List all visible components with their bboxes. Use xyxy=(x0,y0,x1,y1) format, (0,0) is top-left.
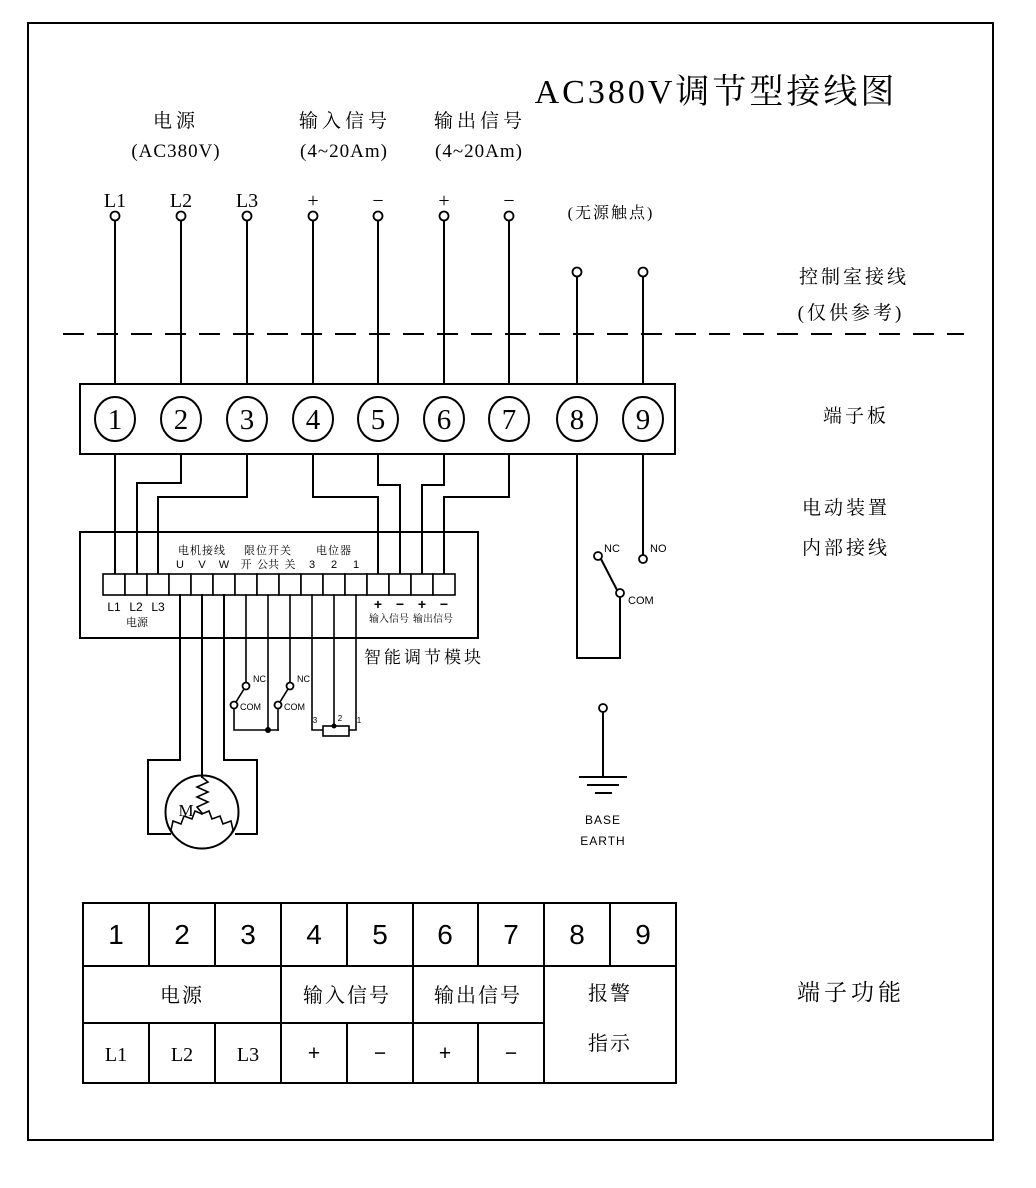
nc-label: NC xyxy=(253,674,266,684)
module-pin: 公共 xyxy=(257,559,279,571)
pot-pin-label: 1 xyxy=(356,716,362,725)
terminal-number: 8 xyxy=(569,404,585,436)
table-number: 1 xyxy=(108,919,124,950)
terminal-number: 3 xyxy=(239,404,255,436)
lead-terminal xyxy=(505,212,514,221)
module-power-pin: L3 xyxy=(151,600,165,614)
module-pin: U xyxy=(176,559,184,571)
no-contact xyxy=(639,555,647,563)
nc-label: NC xyxy=(604,543,620,555)
output-group-label: 输出信号 xyxy=(433,111,527,132)
nc-contact xyxy=(594,552,602,560)
table-power-label: 电源 xyxy=(160,985,204,1007)
module-cell xyxy=(125,574,147,595)
limit-switches xyxy=(231,595,311,733)
lead-terminal xyxy=(309,212,318,221)
module-pin-labels xyxy=(176,557,359,571)
com-label: COM xyxy=(628,595,654,607)
wire xyxy=(234,709,278,730)
table-number: 7 xyxy=(503,919,519,950)
lead-label: + xyxy=(438,190,450,212)
table-code: + xyxy=(307,1042,321,1065)
lead-label: L1 xyxy=(103,190,127,212)
module-cell xyxy=(433,574,455,595)
module-cell xyxy=(213,574,235,595)
terminal-function-table xyxy=(83,903,676,1083)
module-pin: 3 xyxy=(308,559,316,571)
lead-terminal xyxy=(111,212,120,221)
module-signal-sign: − xyxy=(395,596,405,612)
module-pin: V xyxy=(198,559,206,571)
switch-blade xyxy=(601,559,617,590)
module-cell xyxy=(345,574,367,595)
module-cell xyxy=(279,574,301,595)
wire xyxy=(378,454,400,575)
pot-pin-label: 2 xyxy=(337,714,343,723)
lead-terminal xyxy=(243,212,252,221)
module-pin: 2 xyxy=(330,559,338,571)
board-to-module-wires xyxy=(115,454,509,575)
module-cell xyxy=(257,574,279,595)
module-pin: W xyxy=(218,559,230,571)
table-number: 6 xyxy=(437,919,453,950)
earth-symbol xyxy=(580,704,626,848)
input-group-sub: (4~20Am) xyxy=(300,141,388,162)
module-signal-sign: + xyxy=(373,596,383,612)
potentiometer xyxy=(312,595,362,736)
module-cell xyxy=(367,574,389,595)
lead-terminal xyxy=(639,268,648,277)
table-input-label: 输入信号 xyxy=(303,985,391,1007)
module-signal-labels xyxy=(369,596,453,625)
module-cell xyxy=(301,574,323,595)
output-group-sub: (4~20Am) xyxy=(435,141,523,162)
lead-terminal xyxy=(440,212,449,221)
pot-pin-label: 3 xyxy=(312,716,318,725)
wire xyxy=(148,595,180,834)
device-note-line2: 内部接线 xyxy=(801,538,891,559)
motor-winding xyxy=(202,811,233,834)
switch-blade xyxy=(280,689,288,702)
wire xyxy=(349,595,356,730)
com-contact xyxy=(275,702,282,709)
control-room-note-line1: 控制室接线 xyxy=(798,267,910,288)
earth-label-line1: BASE xyxy=(584,813,622,827)
module-pin: 1 xyxy=(352,559,360,571)
nc-label: NC xyxy=(297,674,310,684)
wire xyxy=(444,454,509,575)
module-terminal-strip xyxy=(103,574,455,595)
module-power-labels xyxy=(107,600,165,629)
module-cell xyxy=(323,574,345,595)
earth-terminal xyxy=(599,704,607,712)
table-number: 4 xyxy=(306,919,322,950)
table-code: L3 xyxy=(236,1044,260,1066)
module-group-motor-label: 电机接线 xyxy=(178,545,226,557)
terminal-number: 5 xyxy=(370,404,386,436)
wire xyxy=(312,595,323,730)
terminal-board-terminals xyxy=(95,397,663,441)
table-number: 3 xyxy=(240,919,256,950)
power-group-label: 电源 xyxy=(152,111,200,132)
module-signal-in-label: 输入信号 xyxy=(369,614,409,625)
lead-terminal xyxy=(177,212,186,221)
motor xyxy=(148,595,257,849)
module-pin: 开 xyxy=(240,559,252,571)
module-power-label: 电源 xyxy=(126,617,148,629)
com-contact xyxy=(231,702,238,709)
table-number: 9 xyxy=(635,919,651,950)
lead-wires xyxy=(111,212,648,385)
lead-label: − xyxy=(372,190,384,212)
terminal-number: 2 xyxy=(173,404,189,436)
module-signal-out-label: 输出信号 xyxy=(413,614,453,625)
module-cell xyxy=(147,574,169,595)
module-pin: 关 xyxy=(284,559,296,571)
terminal-number: 7 xyxy=(501,404,517,436)
no-label: NO xyxy=(650,543,667,555)
module-cell xyxy=(103,574,125,595)
power-group-sub: (AC380V) xyxy=(131,141,221,162)
lead-label: L2 xyxy=(169,190,193,212)
module-signal-sign: − xyxy=(439,596,449,612)
table-code: − xyxy=(504,1042,518,1065)
smart-module-label: 智能调节模块 xyxy=(364,648,484,667)
com-label: COM xyxy=(284,702,305,712)
terminal-number: 9 xyxy=(635,404,651,436)
table-code: L2 xyxy=(170,1044,194,1066)
junction-dot xyxy=(265,727,271,733)
table-code: − xyxy=(373,1042,387,1065)
module-cell xyxy=(169,574,191,595)
table-number: 8 xyxy=(569,919,585,950)
module-cell xyxy=(411,574,433,595)
wiper-dot xyxy=(332,724,337,729)
table-alarm-label-line1: 报警 xyxy=(588,983,632,1005)
module-cell xyxy=(235,574,257,595)
lead-label: L3 xyxy=(235,190,259,212)
module-power-pin: L2 xyxy=(129,600,143,614)
table-code: + xyxy=(438,1042,452,1065)
terminal-number: 6 xyxy=(436,404,452,436)
module-cell xyxy=(191,574,213,595)
table-number: 2 xyxy=(174,919,190,950)
motor-letter: M xyxy=(178,801,194,820)
module-cell xyxy=(389,574,411,595)
earth-label-line2: EARTH xyxy=(580,834,626,848)
device-note-line1: 电动装置 xyxy=(801,498,891,519)
lead-terminal xyxy=(573,268,582,277)
table-code: L1 xyxy=(104,1044,128,1066)
terminal-number: 1 xyxy=(107,404,123,436)
input-group-label: 输入信号 xyxy=(298,111,392,132)
terminal-board-label: 端子板 xyxy=(822,406,890,427)
table-output-label: 输出信号 xyxy=(434,985,522,1007)
switch-blade xyxy=(236,689,244,702)
lead-label: + xyxy=(307,190,319,212)
module-group-limit-label: 限位开关 xyxy=(244,545,292,557)
terminal-function-label: 端子功能 xyxy=(797,980,905,1005)
control-room-note-line2: (仅供参考) xyxy=(797,303,905,324)
table-number: 5 xyxy=(372,919,388,950)
module-signal-sign: + xyxy=(417,596,427,612)
motor-winding xyxy=(197,777,208,813)
wire xyxy=(224,595,257,834)
dry-contact-label: (无源触点) xyxy=(567,205,655,222)
lead-terminal xyxy=(374,212,383,221)
module-power-pin: L1 xyxy=(107,600,121,614)
wire xyxy=(422,454,444,575)
table-alarm-label-line2: 指示 xyxy=(588,1033,632,1055)
diagram-title: AC380V调节型接线图 xyxy=(534,74,898,111)
terminal-number: 4 xyxy=(305,404,321,436)
module-group-pot-label: 电位器 xyxy=(316,545,352,557)
lead-label: − xyxy=(503,190,515,212)
com-label: COM xyxy=(240,702,261,712)
alarm-contact xyxy=(577,454,667,658)
